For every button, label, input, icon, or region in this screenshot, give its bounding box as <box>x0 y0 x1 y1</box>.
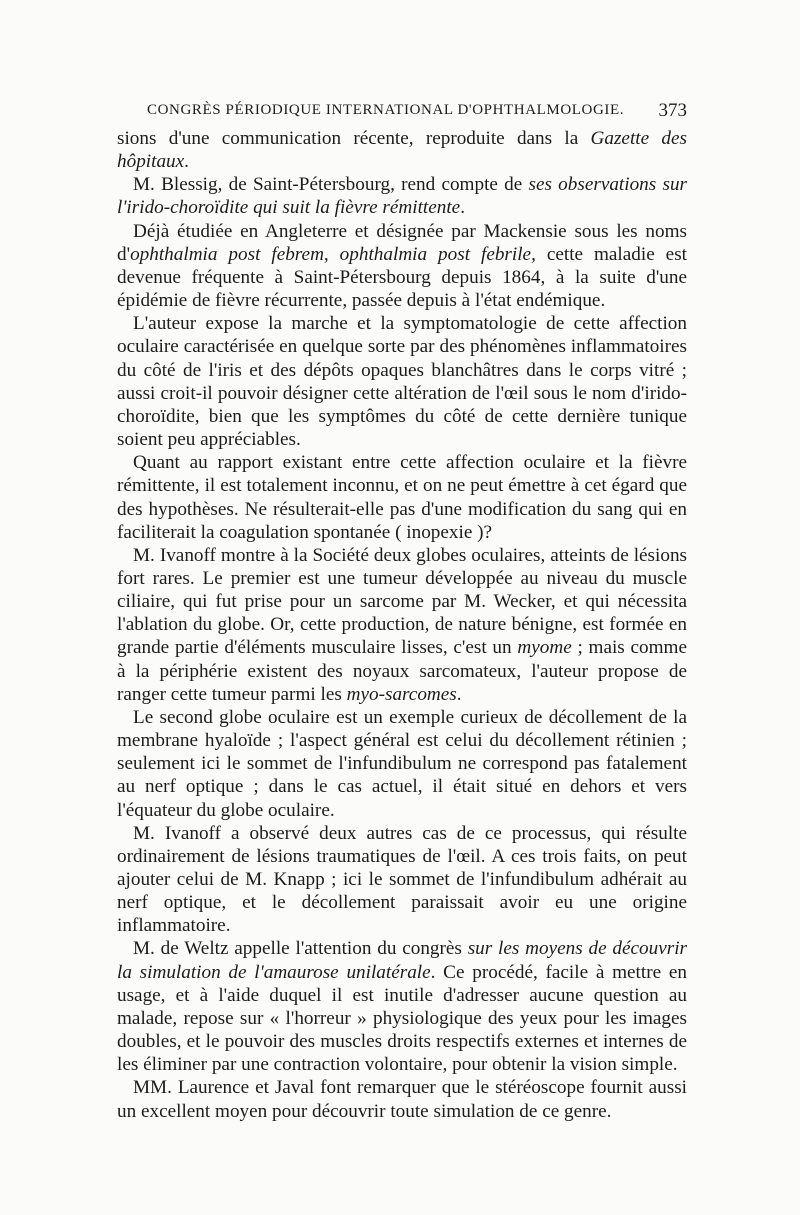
text-run: M. Ivanoff montre à la Société deux globes oculaires, atteints de lésions fort rares. Le premier est une tumeur développée au niveau du muscle ciliaire, qui fut prise pour un sarcome par M. Wecker, et qui nécessita l'ablation du globe. Or, cette production, de nature bénigne, est formée en grande partie d'éléments musculaire lisses, c'est un <box>117 544 687 659</box>
running-head-title: CONGRÈS PÉRIODIQUE INTERNATIONAL D'OPHTHALMOLOGIE. <box>147 102 625 118</box>
text-run: Quant au rapport existant entre cette affection oculaire et la fièvre rémittente, il est totalement inconnu, et on ne peut émettre à cet égard que des hypothèses. Ne résulterait-elle pas d'une modification du sang qui en faciliterait la coagulation spontanée ( inopexie )? <box>117 452 687 543</box>
text-run: M. Ivanoff a observé deux autres cas de ce processus, qui résulte ordinairement de lésions traumatiques de l'œil. A ces trois faits, on peut ajouter celui de M. Knapp ; ici le sommet de l'infundibulum adhérait au nerf optique, et le décollement paraissait avoir eu une origine inflammatoire. <box>117 822 687 937</box>
italic-text: ophthalmia post febrem, ophthalmia post febrile, <box>130 243 536 265</box>
page-number: 373 <box>658 100 687 121</box>
text-run: Déjà étudiée en Angleterre et désignée par Mackensie sous les noms d' <box>117 220 687 265</box>
text-run: . <box>184 151 189 173</box>
paragraph <box>117 937 687 1076</box>
text-run: M. Blessig, de Saint-Pétersbourg, rend compte de <box>133 174 529 196</box>
italic-text: myome <box>517 637 572 659</box>
text-run: sions d'une communication récente, reproduite dans la <box>117 128 591 149</box>
italic-text: myo-sarcomes <box>346 683 457 705</box>
text-run: L'auteur expose la marche et la symptomatologie de cette affection oculaire caractérisée en quelque sorte par des phénomènes inflammatoires du côté de l'iris et des dépôts opaques blanchâtres dans le corps vitré ; aussi croit-il pouvoir désigner cette altération de l'œil sous le nom d'irido-choroïdite, bien que les symptômes du côté de cette dernière tunique soient peu appréciables. <box>117 313 687 451</box>
paragraph <box>117 451 687 544</box>
text-run: Le second globe oculaire est un exemple curieux de décollement de la membrane hyaloïde ; l'aspect général est celui du décollement rétinien ; seulement ici le sommet de l'infundibulum ne correspond pas fatalement au nerf optique ; dans le cas actuel, il était situé en dehors et vers l'équateur du globe oculaire. <box>117 706 687 821</box>
text-run: MM. Laurence et Javal font remarquer que le stéréoscope fournit aussi un excellent moyen pour découvrir toute simulation de ce genre. <box>117 1077 687 1122</box>
italic-text: sur les moyens de découvrir la simulation de l'amaurose unilatérale <box>117 938 688 983</box>
text-run: ; mais comme à la périphérie existent des noyaux sarcomateux, l'auteur propose de ranger cette tumeur parmi les <box>117 637 687 705</box>
running-head <box>117 100 687 126</box>
paragraph <box>117 706 687 822</box>
paragraph <box>117 544 687 706</box>
text-run: . Ce procédé, facile à mettre en usage, et à l'aide duquel il est inutile d'adresser aucune question au malade, repose sur « l'horreur » physiologique des yeux pour les images doubles, et le pouvoir des muscles droits respectifs externes et internes de les éliminer par une contraction volontaire, pour obtenir la vision simple. <box>117 961 687 1076</box>
paragraph <box>117 312 687 451</box>
text-run: . <box>456 683 462 705</box>
paragraph <box>117 220 687 313</box>
italic-text: ses observations sur l'irido-choroïdite qui suit la fièvre rémittente <box>117 174 688 219</box>
paragraph <box>117 127 687 173</box>
paragraph <box>117 173 687 219</box>
text-run: cette maladie est devenue fréquente à Saint-Pétersbourg depuis 1864, à la suite d'une épidémie de fièvre récurrente, passée depuis à l'état endémique. <box>117 243 687 312</box>
paragraph <box>117 822 687 938</box>
text-run: . <box>460 197 465 219</box>
text-run: M. de Weltz appelle l'attention du congrès <box>133 938 468 960</box>
italic-text: Gazette des hôpitaux <box>117 128 687 173</box>
body-text <box>117 127 687 1123</box>
paragraph <box>117 1076 687 1122</box>
